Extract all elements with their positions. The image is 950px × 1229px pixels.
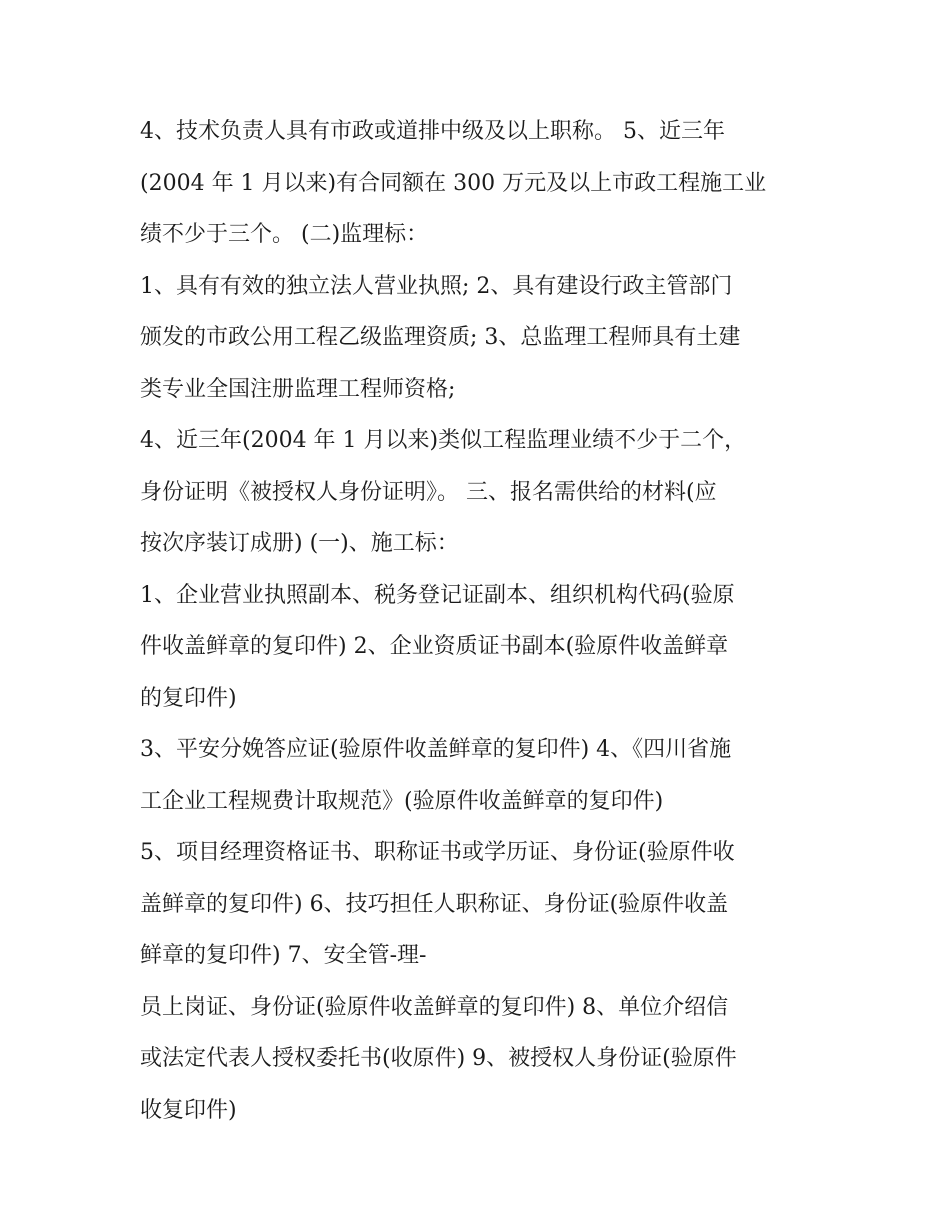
text-line: (2004 年 1 月以来)有合同额在 300 万元及以上市政工程施工业 [140,170,767,196]
text-line: 绩不少于三个。 (二)监理标： [140,222,429,247]
text-line: 3、平安分娩答应证(验原件收盖鲜章的复印件) 4、《四川省施 [140,737,732,762]
text-line: 的复印件) [140,685,237,711]
text-line: 按次序装订成册) (一)、施工标： [140,531,459,556]
text-line: 身份证明《被授权人身份证明》。 三、报名需供给的材料(应 [140,479,717,505]
document-body [140,106,820,1136]
text-line: 件收盖鲜章的复印件) 2、企业资质证书副本(验原件收盖鲜章 [140,634,729,659]
text-line: 员上岗证、身份证(验原件收盖鲜章的复印件) 8、单位介绍信 [140,994,729,1020]
text-line: 4、技术负责人具有市政或道排中级及以上职称。 5、近三年 [140,119,725,144]
text-line: 1、具有有效的独立法人营业执照; 2、具有建设行政主管部门 [140,273,733,299]
text-line: 5、项目经理资格证书、职称证书或学历证、身份证(验原件收 [140,840,735,865]
text-line: 颁发的市政公用工程乙级监理资质; 3、总监理工程师具有土建 [140,325,741,350]
text-line: 1、企业营业执照副本、税务登记证副本、组织机构代码(验原 [140,582,735,608]
text-line: 或法定代表人授权委托书(收原件) 9、被授权人身份证(验原件 [140,1046,737,1071]
text-line: 鲜章的复印件) 7、安全管-理- [140,943,427,968]
text-line: 盖鲜章的复印件) 6、技巧担任人职称证、身份证(验原件收盖 [140,891,729,917]
text-line: 类专业全国注册监理工程师资格; [140,376,456,402]
text-line: 收复印件) [140,1097,237,1123]
text-line: 4、近三年(2004 年 1 月以来)类似工程监理业绩不少于二个， [140,428,747,453]
text-line: 工企业工程规费计取规范》(验原件收盖鲜章的复印件) [140,788,664,814]
